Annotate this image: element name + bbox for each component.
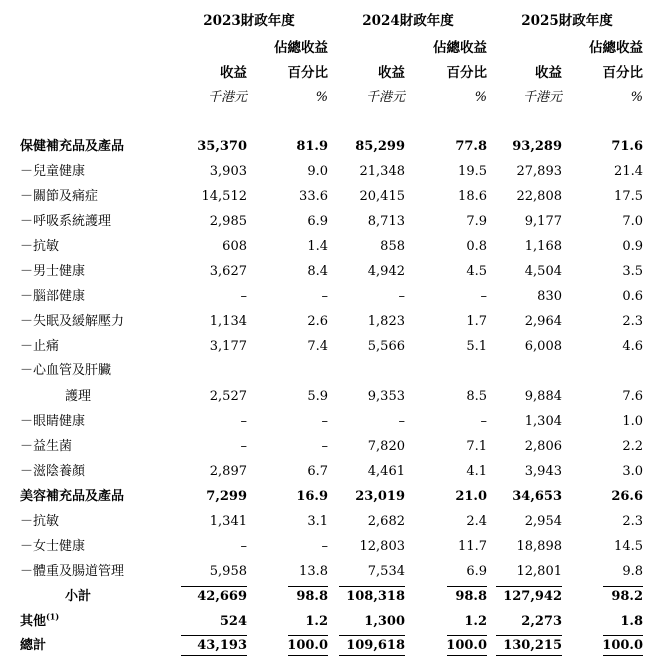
percentage-header: 百分比 — [602, 65, 643, 81]
percentage-value: 7.1 — [466, 439, 487, 454]
percentage-header: 百分比 — [446, 65, 487, 81]
total-double-rule-top — [447, 655, 487, 656]
revenue-value: 1,168 — [524, 239, 562, 254]
subcategory-label: －體重及腸道管理 — [20, 564, 125, 579]
percentage-value: 3.0 — [622, 464, 643, 479]
total-double-rule-top — [288, 655, 328, 656]
revenue-value: 2,682 — [367, 514, 405, 529]
total-rule — [181, 635, 247, 636]
percentage-value: 7.9 — [466, 214, 487, 229]
revenue-value: 1,823 — [367, 314, 405, 329]
percentage-value: 100.0 — [446, 638, 487, 653]
total-rule — [447, 635, 487, 636]
percentage-value: 2.2 — [622, 439, 643, 454]
percentage-value: 21.4 — [614, 164, 643, 179]
subcategory-label: －滋陰養顏 — [20, 464, 86, 479]
percentage-value: 1.2 — [305, 614, 328, 629]
percentage-value: 98.8 — [455, 589, 487, 604]
year-header: 2025財政年度 — [521, 13, 613, 29]
percentage-value: 98.8 — [296, 589, 328, 604]
percentage-value: 1.8 — [620, 614, 643, 629]
percentage-value: 4.1 — [466, 464, 487, 479]
percentage-value: 6.9 — [466, 564, 487, 579]
subcategory-label: －抗敏 — [20, 239, 60, 254]
percentage-value: 7.0 — [622, 214, 643, 229]
percentage-value: 8.5 — [466, 389, 487, 404]
percentage-value: 98.2 — [611, 589, 643, 604]
percentage-value: 81.9 — [296, 139, 328, 154]
percentage-value: 2.3 — [622, 314, 643, 329]
subtotal-rule — [496, 586, 562, 587]
percentage-value: 6.9 — [307, 214, 328, 229]
percentage-value: 18.6 — [458, 189, 487, 204]
revenue-value: 858 — [380, 239, 405, 254]
revenue-value: – — [240, 414, 247, 429]
percentage-value: 100.0 — [287, 638, 328, 653]
subtotal-rule — [181, 586, 247, 587]
revenue-value: 2,527 — [209, 389, 247, 404]
revenue-value: 830 — [537, 289, 562, 304]
percentage-value: 6.7 — [307, 464, 328, 479]
revenue-value: 3,903 — [209, 164, 247, 179]
revenue-value: – — [240, 289, 247, 304]
percentage-value: 19.5 — [458, 164, 487, 179]
revenue-value: 5,958 — [209, 564, 247, 579]
subcategory-label: －心血管及肝臟 — [20, 363, 112, 378]
revenue-header: 收益 — [378, 65, 405, 81]
percentage-header: 百分比 — [287, 65, 328, 81]
revenue-value: 1,134 — [209, 314, 247, 329]
category-label: 美容補充品及產品 — [20, 489, 125, 504]
total-double-rule-top — [603, 655, 643, 656]
revenue-value: 4,461 — [367, 464, 405, 479]
revenue-value: 130,215 — [503, 638, 562, 653]
percentage-value: 9.0 — [307, 164, 328, 179]
revenue-unit: 千港元 — [522, 90, 562, 105]
subcategory-label: －呼吸系統護理 — [20, 214, 112, 229]
subcategory-label: －腦部健康 — [20, 289, 86, 304]
category-label: 其他$^{(1)}$ — [20, 611, 60, 629]
revenue-value: 2,985 — [209, 214, 247, 229]
revenue-value: 35,370 — [197, 139, 247, 154]
revenue-value: 12,801 — [516, 564, 562, 579]
percentage-value: 26.6 — [611, 489, 643, 504]
revenue-value: 23,019 — [355, 489, 405, 504]
percentage-value: 4.5 — [466, 264, 487, 279]
total-rule — [603, 635, 643, 636]
revenue-value: 3,627 — [209, 264, 247, 279]
percentage-value: 1.4 — [307, 239, 328, 254]
year-header: 2024財政年度 — [362, 13, 454, 29]
subcategory-label: 護理 — [65, 389, 92, 404]
pct-of-revenue-header: 佔總收益 — [589, 40, 643, 56]
revenue-header: 收益 — [535, 65, 562, 81]
percentage-value: 7.6 — [622, 389, 643, 404]
revenue-value: 1,300 — [364, 614, 405, 629]
total-double-rule-top — [496, 655, 562, 656]
percentage-value: 9.8 — [622, 564, 643, 579]
percentage-value: 0.9 — [622, 239, 643, 254]
revenue-value: 108,318 — [346, 589, 405, 604]
percentage-value: 5.1 — [466, 339, 487, 354]
revenue-value: – — [240, 439, 247, 454]
revenue-value: 18,898 — [516, 539, 562, 554]
subcategory-label: －女士健康 — [20, 539, 86, 554]
percentage-unit: % — [630, 90, 643, 105]
percentage-value: – — [480, 414, 487, 429]
percentage-value: 11.7 — [458, 539, 487, 554]
revenue-value: 2,954 — [524, 514, 562, 529]
subtotal-rule — [288, 586, 328, 587]
percentage-unit: % — [474, 90, 487, 105]
percentage-value: 1.0 — [622, 414, 643, 429]
revenue-value: 5,566 — [367, 339, 405, 354]
percentage-value: 8.4 — [307, 264, 328, 279]
percentage-value: 3.1 — [307, 514, 328, 529]
revenue-value: 27,893 — [516, 164, 562, 179]
total-rule — [339, 635, 405, 636]
revenue-value: 4,504 — [524, 264, 562, 279]
percentage-value: – — [321, 439, 328, 454]
revenue-value: 43,193 — [197, 638, 247, 653]
revenue-value: 127,942 — [503, 589, 562, 604]
category-label: 小計 — [65, 589, 92, 604]
revenue-header: 收益 — [220, 65, 247, 81]
revenue-value: 42,669 — [197, 589, 247, 604]
revenue-value: 14,512 — [201, 189, 247, 204]
revenue-value: – — [240, 539, 247, 554]
subcategory-label: －兒童健康 — [20, 164, 86, 179]
subcategory-label: －益生菌 — [20, 439, 73, 454]
subcategory-label: －失眠及緩解壓力 — [20, 314, 125, 329]
percentage-value: 3.5 — [622, 264, 643, 279]
percentage-value: 5.9 — [307, 389, 328, 404]
percentage-value: 16.9 — [296, 489, 328, 504]
footnote-marker: (1) — [46, 611, 60, 622]
revenue-value: 6,008 — [524, 339, 562, 354]
percentage-value: – — [321, 539, 328, 554]
revenue-value: 20,415 — [359, 189, 405, 204]
revenue-value: 4,942 — [367, 264, 405, 279]
percentage-value: 1.2 — [464, 614, 487, 629]
revenue-value: 2,273 — [521, 614, 562, 629]
revenue-value: 21,348 — [359, 164, 405, 179]
percentage-value: – — [480, 289, 487, 304]
revenue-value: 22,808 — [516, 189, 562, 204]
percentage-value: 0.8 — [466, 239, 487, 254]
percentage-value: 2.3 — [622, 514, 643, 529]
percentage-unit: % — [315, 90, 328, 105]
total-double-rule-top — [339, 655, 405, 656]
percentage-value: 1.7 — [466, 314, 487, 329]
category-label: 保健補充品及產品 — [20, 139, 125, 154]
revenue-value: 3,943 — [524, 464, 562, 479]
revenue-value: 93,289 — [512, 139, 562, 154]
percentage-value: 14.5 — [614, 539, 643, 554]
percentage-value: – — [321, 289, 328, 304]
revenue-unit: 千港元 — [207, 90, 247, 105]
subtotal-rule — [339, 586, 405, 587]
revenue-value: 608 — [222, 239, 247, 254]
percentage-value: 77.8 — [455, 139, 487, 154]
revenue-value: 85,299 — [355, 139, 405, 154]
revenue-value: 12,803 — [359, 539, 405, 554]
revenue-value: 7,534 — [367, 564, 405, 579]
revenue-value: 7,299 — [206, 489, 247, 504]
percentage-value: 17.5 — [614, 189, 643, 204]
revenue-value: 2,806 — [524, 439, 562, 454]
pct-of-revenue-header: 佔總收益 — [433, 40, 487, 56]
revenue-value: 2,897 — [209, 464, 247, 479]
percentage-value: 71.6 — [611, 139, 643, 154]
revenue-value: – — [398, 414, 405, 429]
percentage-value: 2.4 — [466, 514, 487, 529]
total-rule — [288, 635, 328, 636]
subtotal-rule — [603, 586, 643, 587]
total-double-rule-top — [181, 655, 247, 656]
category-label: 總計 — [20, 638, 47, 653]
revenue-value: 9,884 — [524, 389, 562, 404]
total-rule — [496, 635, 562, 636]
revenue-value: 1,341 — [209, 514, 247, 529]
percentage-value: 33.6 — [299, 189, 328, 204]
subcategory-label: －關節及痛症 — [20, 189, 99, 204]
subcategory-label: －止痛 — [20, 339, 60, 354]
revenue-value: 524 — [219, 614, 247, 629]
percentage-value: 7.4 — [307, 339, 328, 354]
percentage-value: 0.6 — [622, 289, 643, 304]
revenue-value: 1,304 — [524, 414, 562, 429]
percentage-value: 4.6 — [622, 339, 643, 354]
revenue-value: 2,964 — [524, 314, 562, 329]
subcategory-label: －男士健康 — [20, 264, 86, 279]
revenue-value: 9,353 — [367, 389, 405, 404]
pct-of-revenue-header: 佔總收益 — [274, 40, 328, 56]
revenue-value: 109,618 — [346, 638, 405, 653]
revenue-value: 3,177 — [209, 339, 247, 354]
percentage-value: 2.6 — [307, 314, 328, 329]
year-header: 2023財政年度 — [203, 13, 295, 29]
revenue-value: 8,713 — [367, 214, 405, 229]
percentage-value: 100.0 — [602, 638, 643, 653]
revenue-value: 34,653 — [512, 489, 562, 504]
subcategory-label: －抗敏 — [20, 514, 60, 529]
percentage-value: 21.0 — [455, 489, 487, 504]
percentage-value: 13.8 — [299, 564, 328, 579]
subcategory-label: －眼睛健康 — [20, 414, 86, 429]
percentage-value: – — [321, 414, 328, 429]
revenue-unit: 千港元 — [365, 90, 405, 105]
revenue-value: 9,177 — [524, 214, 562, 229]
subtotal-rule — [447, 586, 487, 587]
revenue-value: 7,820 — [367, 439, 405, 454]
revenue-value: – — [398, 289, 405, 304]
